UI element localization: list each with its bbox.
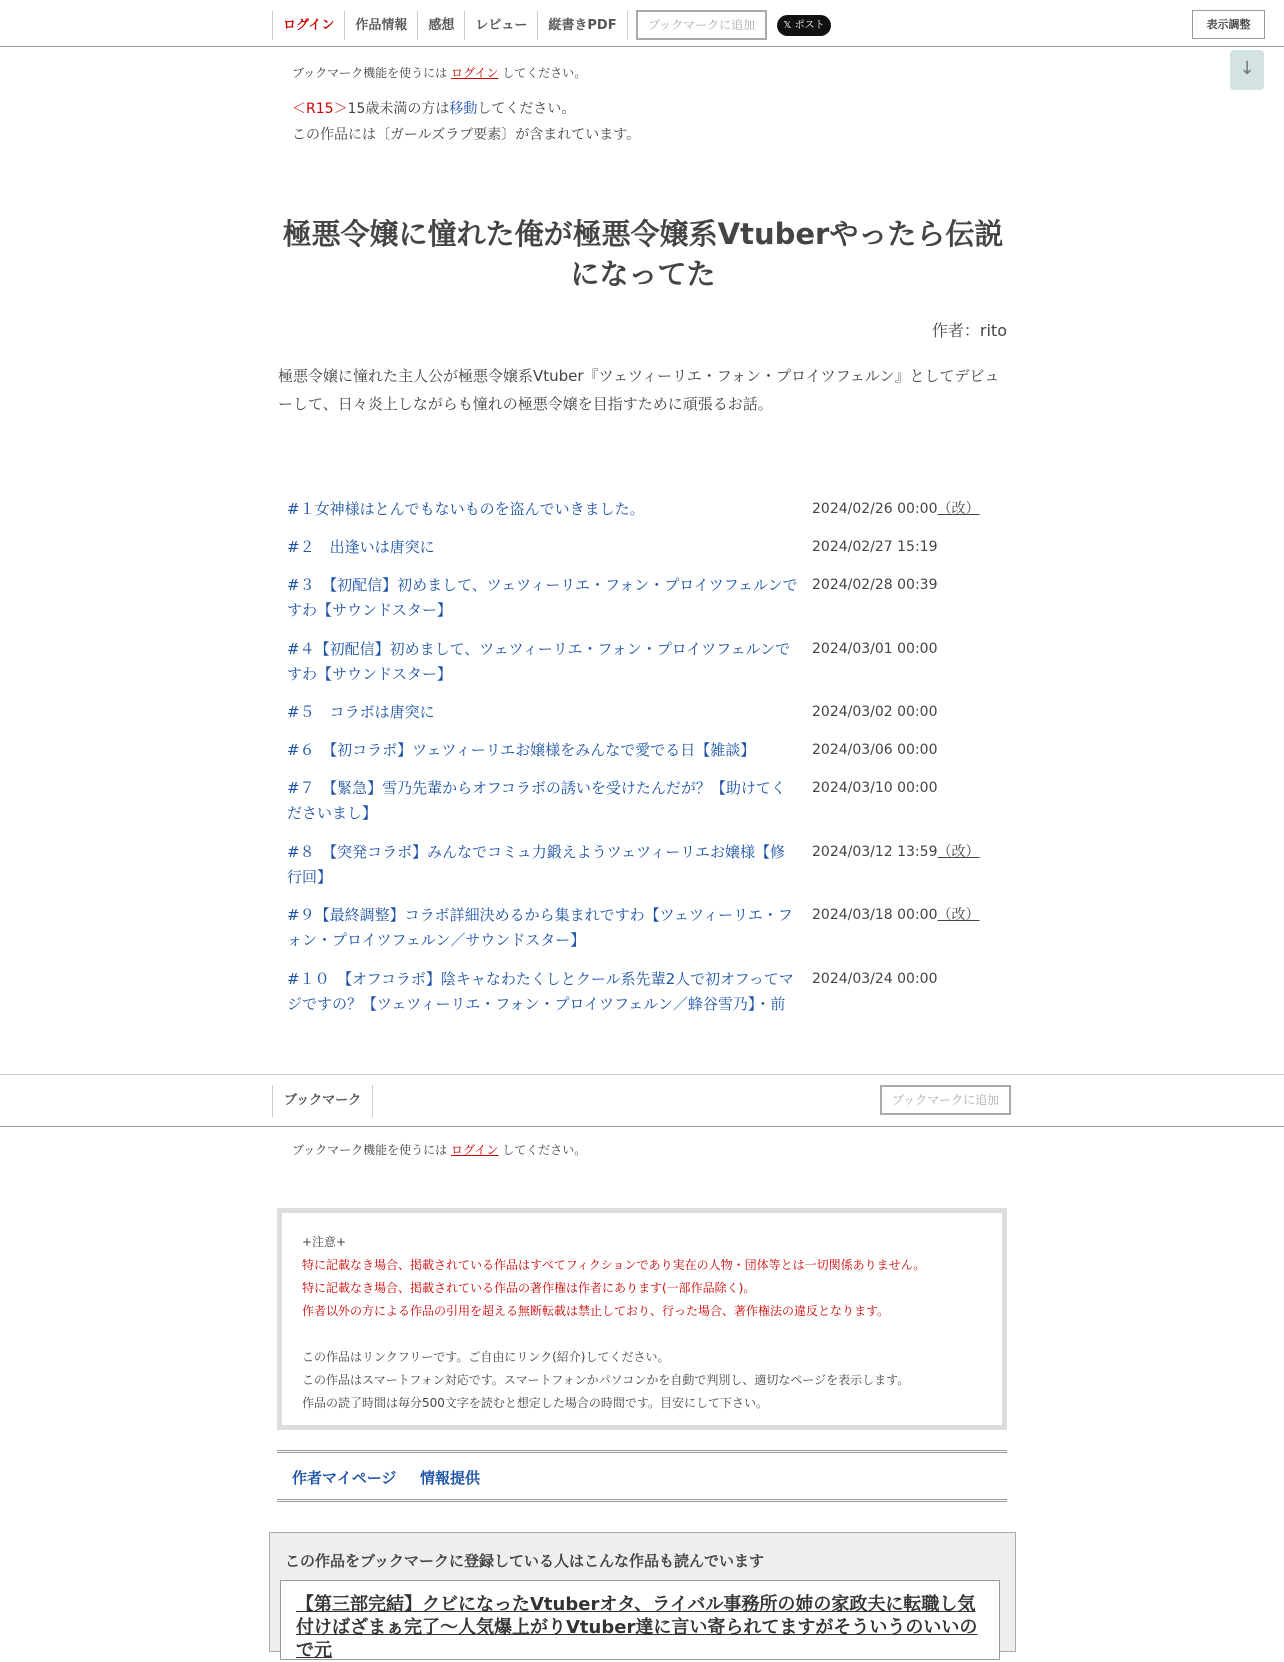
caution-line: 作品の読了時間は毎分500文字を読むと想定した場合の時間です。目安にして下さい。: [302, 1396, 768, 1410]
recommendation-link[interactable]: 【第三部完結】クビになったVtuberオタ、ライバル事務所の姉の家政夫に転職し気付けばざまぁ完了〜人気爆上がりVtuber達に言い寄られてますがそういうのいいので元: [296, 1594, 978, 1661]
author-links-bar: [277, 1450, 1007, 1502]
bookmark-tab[interactable]: ブックマーク: [272, 1085, 373, 1117]
episode-date: 2024/03/12 13:59（改）: [812, 844, 980, 860]
bookmark-notice-suffix: してください。: [502, 1143, 587, 1157]
caution-line: 作者以外の方による作品の引用を超える無断転載は禁止しており、行った場合、著作権法の違反となります。: [302, 1304, 890, 1318]
x-post-button[interactable]: 𝕏 ポスト: [777, 15, 831, 36]
revised-mark: （改）: [937, 844, 980, 860]
r15-text2: してください。: [477, 101, 576, 117]
content-warning: この作品には〔ガールズラブ要素〕が含まれています。: [292, 127, 641, 143]
novel-author: 作者：rito: [931, 321, 1007, 340]
caution-line: 特に記載なき場合、掲載されている作品の著作権は作者にあります(一部作品除く)。: [302, 1281, 756, 1295]
author-mypage-link[interactable]: 作者マイページ: [292, 1469, 397, 1487]
caution-line: この作品はリンクフリーです。ご自由にリンク(紹介)してください。: [302, 1350, 670, 1364]
episode-link[interactable]: #７ 【緊急】雪乃先輩からオフコラボの誘いを受けたんだが？【助けてくださいまし】: [287, 779, 786, 822]
top-nav-bar: [0, 0, 1284, 47]
episode-link[interactable]: #９【最終調整】コラボ詳細決めるから集まれですわ【ツェツィーリエ・フォン・プロイツフェルン／サウンドスター】: [287, 906, 793, 949]
bookmark-notice-prefix: ブックマーク機能を使うには: [292, 66, 448, 80]
episode-date: 2024/02/26 00:00（改）: [812, 501, 980, 517]
episode-link[interactable]: #４【初配信】初めまして、ツェツィーリエ・フォン・プロイツフェルンですわ【サウンドスター】: [287, 640, 791, 683]
episode-link[interactable]: #１女神様はとんでもないものを盗んでいきました。: [287, 500, 645, 518]
nav-vertical-pdf[interactable]: 縦書きPDF: [537, 11, 627, 40]
bookmark-notice-login-link[interactable]: ログイン: [451, 1143, 499, 1157]
nav-reviews[interactable]: レビュー: [464, 11, 537, 40]
episode-link[interactable]: #８ 【突発コラボ】みんなでコミュ力鍛えようツェツィーリエお嬢様【修行回】: [287, 843, 785, 886]
episode-date: 2024/03/06 00:00: [812, 742, 938, 758]
r15-move-link[interactable]: 移動: [449, 101, 478, 117]
episode-link[interactable]: #２ 出逢いは唐突に: [287, 538, 435, 556]
nav-login[interactable]: ログイン: [272, 11, 344, 40]
recommendation-box: [280, 1580, 1000, 1660]
bookmark-add-button[interactable]: ブックマークに追加: [636, 10, 767, 40]
nav-impressions[interactable]: 感想: [417, 11, 464, 40]
bookmark-notice: [292, 64, 586, 81]
episode-link[interactable]: #３ 【初配信】初めまして、ツェツィーリエ・フォン・プロイツフェルンですわ【サウンドスター】: [287, 576, 798, 619]
episode-link[interactable]: #１０ 【オフコラボ】陰キャなわたくしとクール系先輩2人で初オフってマジですの？【ツェツィーリエ・フォン・プロイツフェルン／蜂谷雪乃】・前: [287, 970, 794, 1013]
episode-date: 2024/03/24 00:00: [812, 971, 938, 987]
revised-mark: （改）: [937, 501, 980, 517]
r15-text1: 15歳未満の方は: [347, 101, 450, 117]
bottom-bookmark-bar: [0, 1074, 1284, 1127]
episode-date: 2024/03/18 00:00（改）: [812, 907, 980, 923]
age-rating-notice: [292, 98, 575, 118]
episode-link[interactable]: #６ 【初コラボ】ツェツィーリエお嬢様をみんなで愛でる日【雑談】: [287, 741, 756, 759]
display-settings-button[interactable]: 表示調整: [1192, 10, 1265, 39]
novel-title: 極悪令嬢に憧れた俺が極悪令嬢系Vtuberやったら伝説になってた: [282, 217, 1004, 291]
bookmark-notice-suffix: してください。: [502, 66, 587, 80]
caution-line: この作品はスマートフォン対応です。スマートフォンかパソコンかを自動で判別し、適切なページを表示します。: [302, 1373, 910, 1387]
recommendation-section: [269, 1532, 1016, 1661]
recommendation-title: この作品をブックマークに登録している人はこんな作品も読んでいます: [285, 1552, 764, 1570]
novel-synopsis: 極悪令嬢に憧れた主人公が極悪令嬢系Vtuber『ツェツィーリエ・フォン・プロイツフェルン』としてデビューして、日々炎上しながらも憧れの極悪令嬢を目指すために頑張るお話。: [278, 367, 1000, 413]
scroll-down-button[interactable]: ↓: [1230, 50, 1264, 90]
caution-heading: +注意+: [302, 1235, 347, 1249]
r15-tag: ＜R15＞: [292, 101, 348, 117]
bottom-bookmark-notice: [292, 1141, 586, 1158]
caution-box: [277, 1208, 1007, 1430]
episode-date: 2024/02/28 00:39: [812, 577, 938, 593]
episode-date: 2024/03/01 00:00: [812, 641, 938, 657]
episode-date: 2024/03/10 00:00: [812, 780, 938, 796]
caution-line: 特に記載なき場合、掲載されている作品はすべてフィクションであり実在の人物・団体等とは一切関係ありません。: [302, 1258, 926, 1272]
revised-mark: （改）: [937, 907, 980, 923]
info-report-link[interactable]: 情報提供: [420, 1469, 481, 1487]
episode-date: 2024/02/27 15:19: [812, 539, 938, 555]
bookmark-notice-prefix: ブックマーク機能を使うには: [292, 1143, 448, 1157]
episode-date: 2024/03/02 00:00: [812, 704, 938, 720]
bottom-bookmark-add-button[interactable]: ブックマークに追加: [880, 1085, 1011, 1115]
nav-novel-info[interactable]: 作品情報: [344, 11, 417, 40]
bookmark-notice-login-link[interactable]: ログイン: [451, 66, 499, 80]
top-nav: [272, 11, 628, 40]
episode-link[interactable]: #５ コラボは唐突に: [287, 703, 435, 721]
